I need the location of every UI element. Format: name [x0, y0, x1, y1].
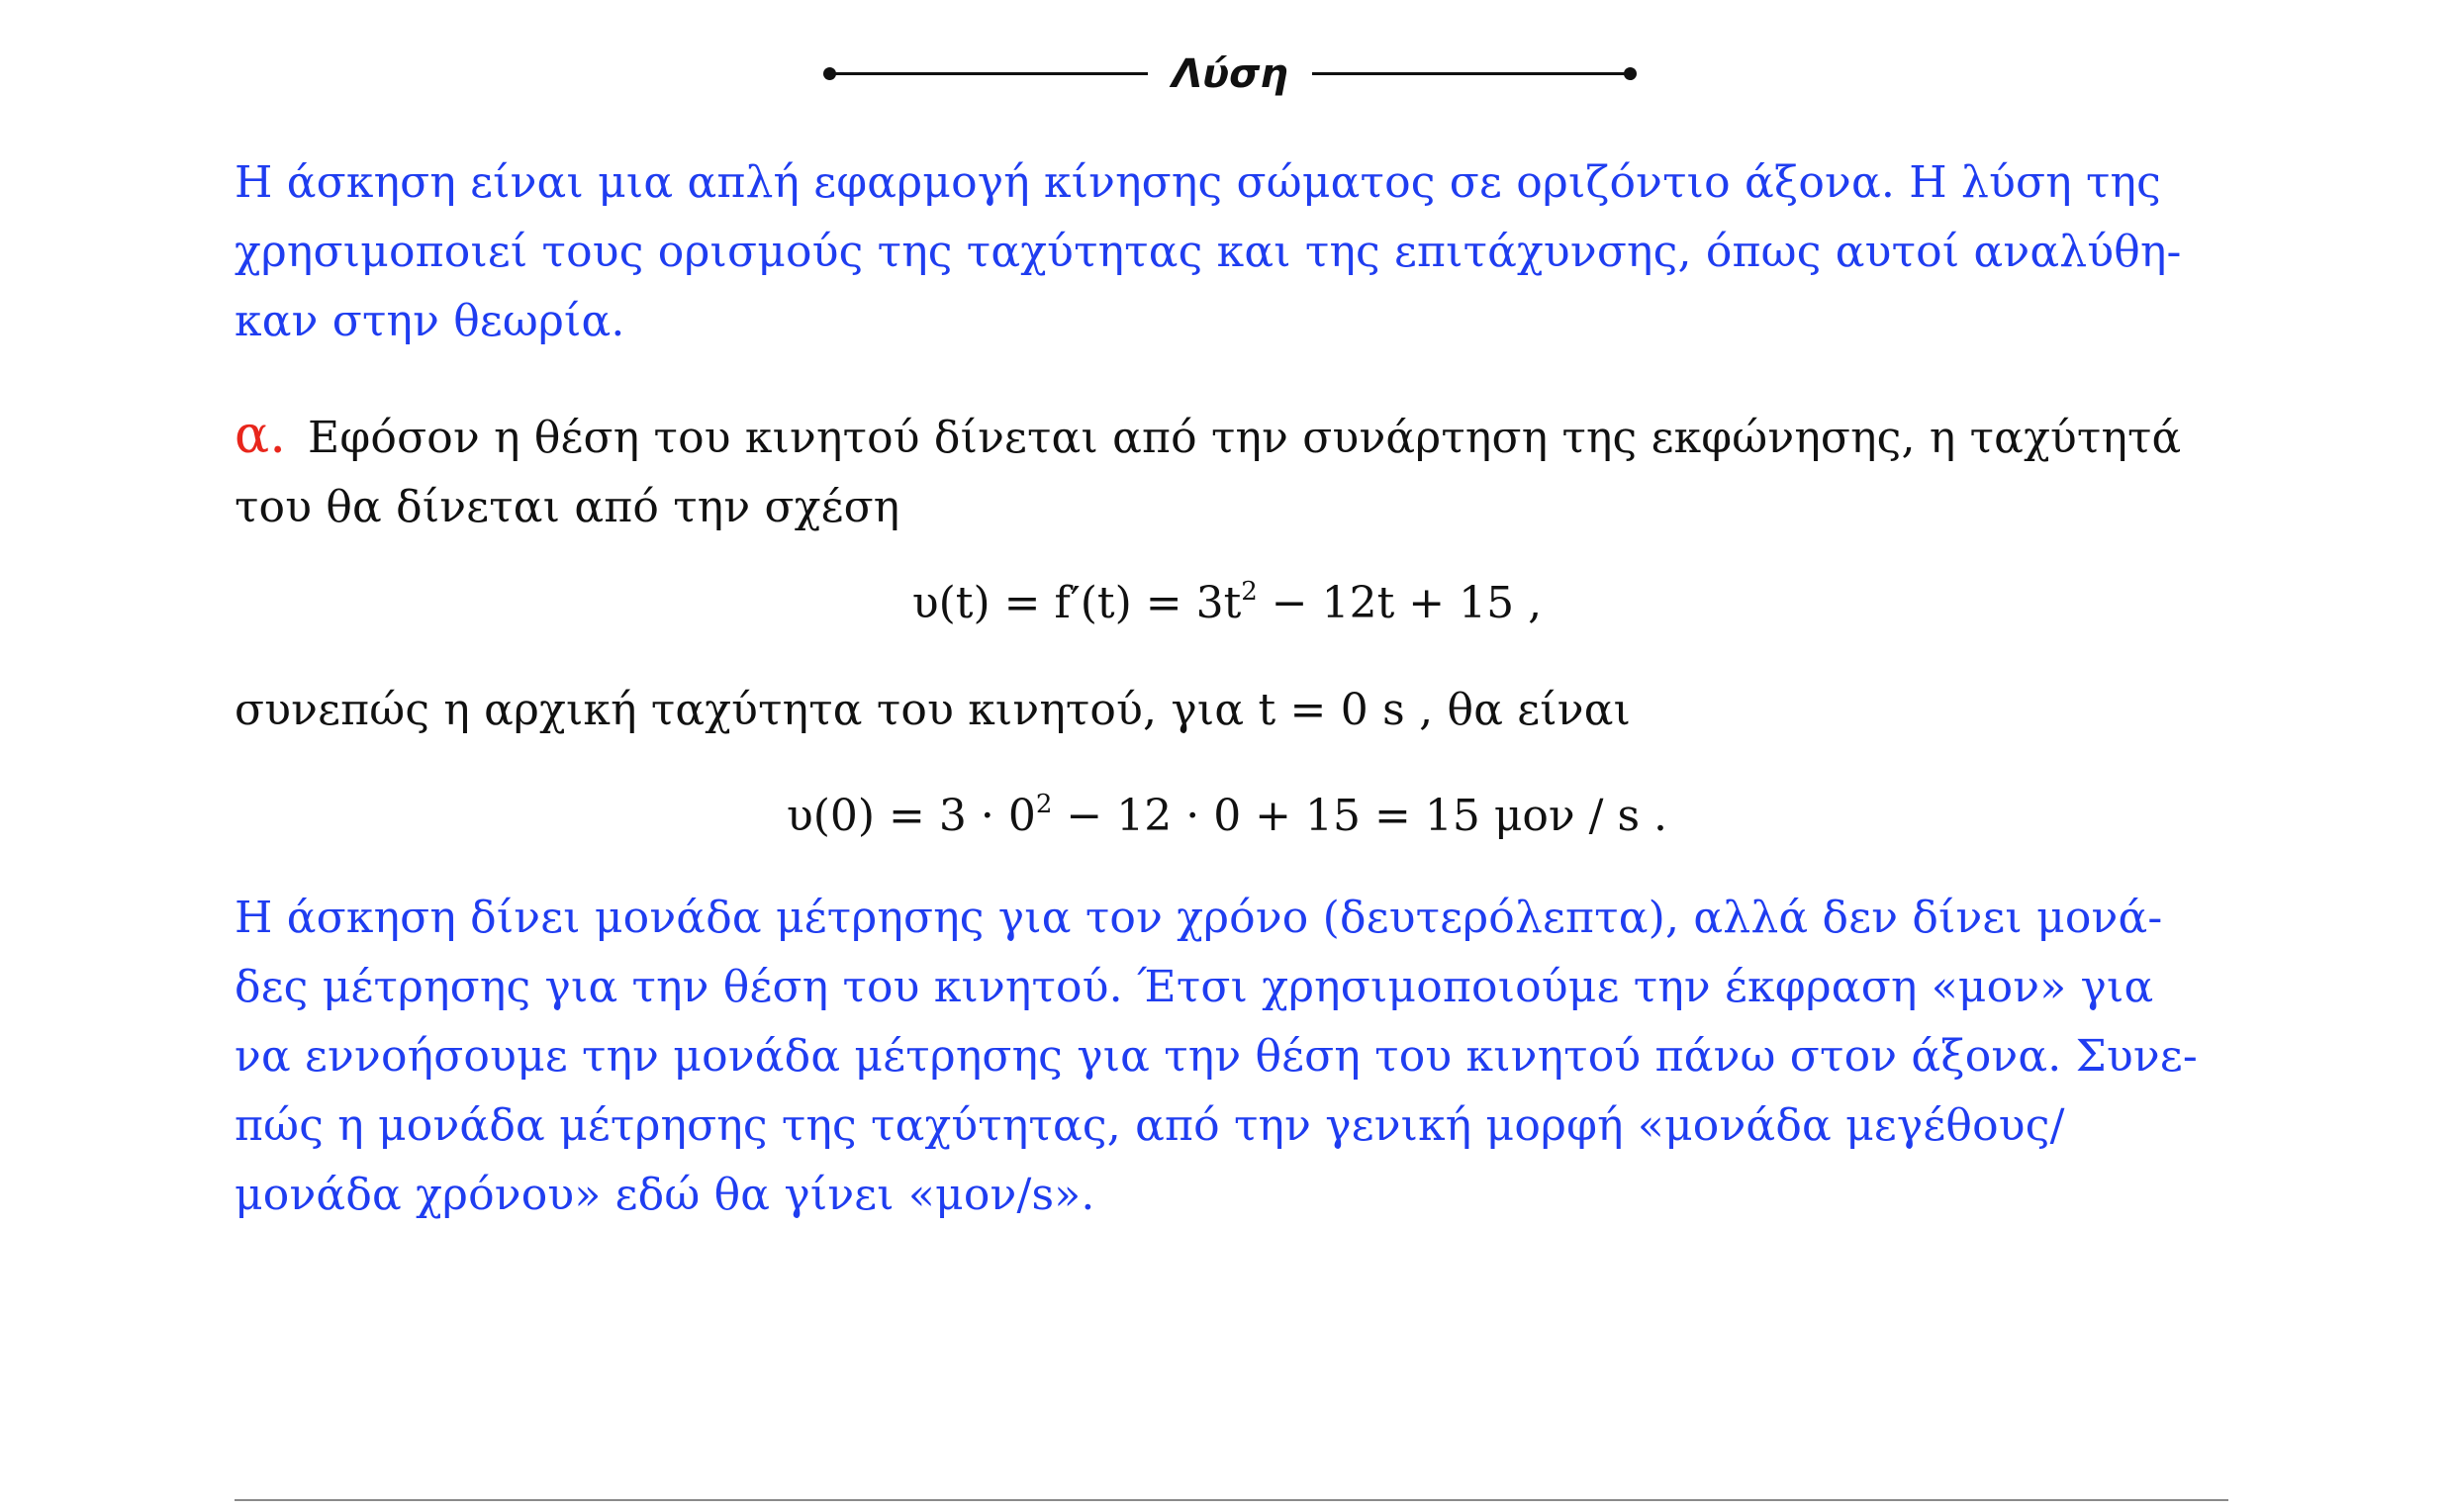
- equation-left: υ(0) = 3 · 0: [786, 791, 1036, 841]
- units-note-paragraph: [235, 884, 2228, 1230]
- part-a-label: α.: [235, 406, 287, 465]
- equation-right: − 12 · 0 + 15 = 15 μον / s .: [1052, 791, 1668, 841]
- header-right-rule: [1312, 72, 1631, 75]
- note-line: να εννοήσουμε την μονάδα μέτρησης για την θέση του κινητού πάνω στον άξονα. Συνε-: [235, 1031, 2198, 1082]
- intro-paragraph: [235, 148, 2228, 356]
- note-line: μονάδα χρόνου» εδώ θα γίνει «μον/s».: [235, 1170, 1095, 1220]
- note-line: Η άσκηση δίνει μονάδα μέτρησης για τον χρόνο (δευτερόλεπτα), αλλά δεν δίνει μονά-: [235, 893, 2163, 943]
- velocity-equation: [0, 569, 2454, 638]
- intro-line: καν στην θεωρία.: [235, 296, 625, 346]
- part-a-line: [235, 401, 2228, 473]
- intro-line: χρησιμοποιεί τους ορισμούς της ταχύτητας και της επιτάχυνσης, όπως αυτοί αναλύθη-: [235, 227, 2182, 277]
- section-title: Λύση: [1172, 51, 1288, 97]
- note-line: δες μέτρησης για την θέση του κινητού. Έτσι χρησιμοποιούμε την έκφραση «μον» για: [235, 962, 2154, 1012]
- note-line: πώς η μονάδα μέτρησης της ταχύτητας, από την γενική μορφή «μονάδα μεγέθους/: [235, 1100, 2065, 1151]
- part-a-line: του θα δίνεται από την σχέση: [235, 482, 900, 532]
- intro-line: Η άσκηση είναι μια απλή εφαρμογή κίνησης σώματος σε οριζόντιο άξονα. Η λύση της: [235, 157, 2161, 208]
- footer-rule: [235, 1499, 2228, 1501]
- equation-exponent: 2: [1035, 790, 1053, 819]
- initial-velocity-equation: [0, 782, 2454, 851]
- part-a-paragraph: [235, 401, 2228, 542]
- part-a-text: Εφόσον η θέση του κινητού δίνεται από την συνάρτηση της εκφώνησης, η ταχύτητά: [308, 413, 2182, 463]
- header-right-dot: [1624, 67, 1637, 80]
- header-left-rule: [829, 72, 1148, 75]
- initial-velocity-line: συνεπώς η αρχική ταχύτητα του κινητού, για t = 0 s , θα είναι: [235, 685, 1632, 735]
- equation-left: υ(t) = f′(t) = 3t: [911, 578, 1242, 628]
- equation-exponent: 2: [1241, 577, 1258, 607]
- section-header: [0, 45, 2454, 104]
- equation-right: − 12t + 15 ,: [1257, 578, 1543, 628]
- initial-velocity-text: [235, 676, 2228, 745]
